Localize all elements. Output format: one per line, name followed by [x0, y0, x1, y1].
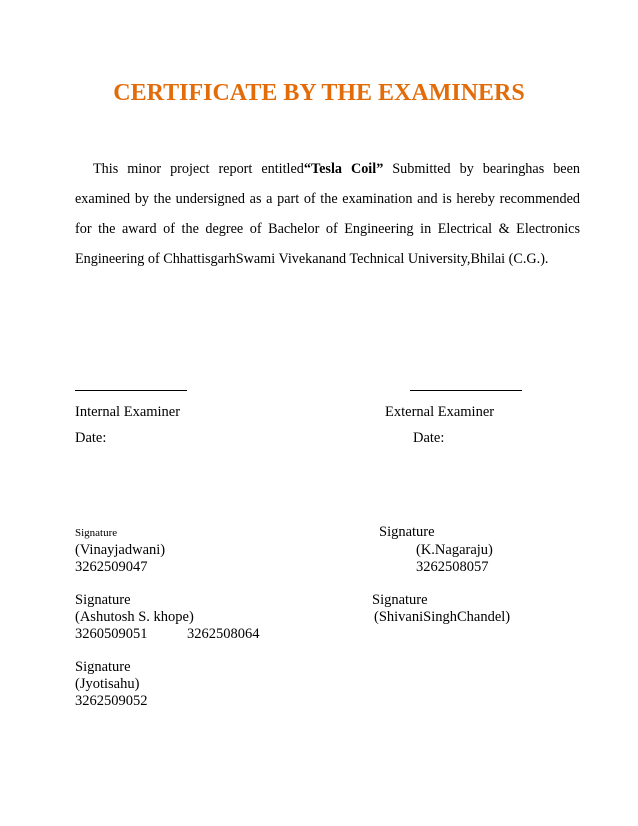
- signer-name: (Vinayjadwani): [75, 542, 166, 558]
- project-title: “Tesla Coil”: [303, 161, 384, 177]
- page-title: CERTIFICATE BY THE EXAMINERS: [113, 80, 525, 106]
- signature-label: Signature: [75, 592, 131, 608]
- signer-name: (K.Nagaraju): [416, 542, 493, 558]
- internal-signature-line: [75, 390, 187, 391]
- internal-date-label: Date:: [75, 430, 107, 446]
- signer-id: 3260509051: [75, 626, 148, 642]
- certificate-paragraph: [75, 154, 580, 274]
- external-signature-line: [410, 390, 522, 391]
- external-date-label: Date:: [413, 430, 445, 446]
- internal-examiner-label: Internal Examiner: [75, 404, 181, 420]
- signer-name: (Jyotisahu): [75, 676, 140, 692]
- signature-label: Signature: [372, 592, 428, 608]
- signature-label: Signature: [379, 524, 435, 540]
- external-examiner-label: External Examiner: [385, 404, 495, 420]
- paragraph-rest: Submitted by bearinghas been examined by the undersigned as a part of the examination and is hereby recommended for the award of the degree of Bachelor of Engineering in Electrical & Electronics Engineering of ChhattisgarhSwami Vivekanand Technical University,Bhilai (C.G.).: [75, 161, 580, 267]
- paragraph-intro: This minor project report entitled: [93, 161, 304, 177]
- signer-id: 3262508057: [416, 559, 489, 575]
- signer-id: 3262508064: [187, 626, 260, 642]
- signature-label: Signature: [75, 659, 131, 675]
- signer-id: 3262509052: [75, 693, 148, 709]
- signer-name: (Ashutosh S. khope): [75, 609, 194, 625]
- signer-id: 3262509047: [75, 559, 148, 575]
- signature-label: Signature: [75, 527, 118, 539]
- signer-name: (ShivaniSinghChandel): [374, 609, 511, 625]
